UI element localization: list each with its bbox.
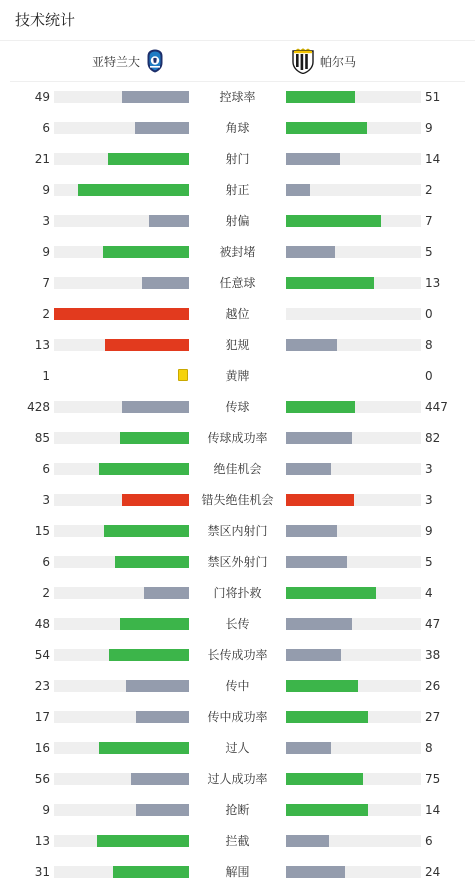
away-bar-track [286,432,421,444]
home-bar-track [54,432,189,444]
away-bar-track [286,773,421,785]
away-value: 26 [425,679,441,693]
away-bar-track [286,215,421,227]
home-bar-track [54,308,189,320]
stat-row [0,609,475,640]
away-value: 5 [425,245,433,259]
away-value: 27 [425,710,441,724]
header-divider [0,40,475,41]
away-bar-track [286,91,421,103]
stat-row [0,733,475,764]
home-bar-fill [105,339,189,351]
stat-row [0,268,475,299]
home-value: 31 [34,865,50,879]
home-value: 13 [34,834,50,848]
parma-logo-icon [292,48,314,74]
away-bar-fill [286,494,354,506]
stat-label: 射偏 [225,214,250,228]
away-bar-fill [286,618,352,630]
home-bar-fill [131,773,189,785]
away-value: 0 [425,369,433,383]
home-bar-fill [97,835,189,847]
home-bar-track [54,339,189,351]
away-value: 13 [425,276,441,290]
home-bar-fill [135,122,189,134]
away-bar-fill [286,91,355,103]
stat-label: 射正 [225,183,250,197]
stat-label: 禁区外射门 [207,555,268,569]
stat-label: 绝佳机会 [213,462,262,476]
yellow-card-icon [178,369,188,381]
away-bar-track [286,308,421,320]
stat-row [0,361,475,392]
stat-row [0,423,475,454]
away-bar-track [286,463,421,475]
home-bar-fill [115,556,189,568]
home-bar-fill [103,246,189,258]
away-bar-fill [286,339,337,351]
away-value: 4 [425,586,433,600]
stat-label: 长传 [225,617,250,631]
away-bar-fill [286,835,329,847]
away-bar-track [286,153,421,165]
home-value: 3 [42,493,50,507]
home-value: 6 [42,555,50,569]
home-value: 21 [34,152,50,166]
stat-label: 长传成功率 [207,648,268,662]
home-bar-track [54,246,189,258]
home-bar-fill [142,277,189,289]
home-bar-track [54,649,189,661]
atalanta-logo-icon [147,49,163,73]
away-bar-track [286,184,421,196]
home-value: 7 [42,276,50,290]
away-value: 0 [425,307,433,321]
home-bar-fill [122,401,190,413]
away-bar-fill [286,153,340,165]
home-bar-fill [99,742,189,754]
home-bar-track [54,742,189,754]
home-bar-fill [113,866,189,878]
away-value: 14 [425,152,441,166]
stat-row [0,206,475,237]
stat-row [0,702,475,733]
away-value: 75 [425,772,441,786]
away-bar-track [286,649,421,661]
home-bar-track [54,773,189,785]
home-bar-fill [99,463,189,475]
home-bar-fill [122,91,190,103]
page-title: 技术统计 [15,11,76,29]
stat-row [0,454,475,485]
stat-row [0,82,475,113]
stat-row [0,516,475,547]
home-value: 23 [34,679,50,693]
home-value: 3 [42,214,50,228]
away-bar-fill [286,804,368,816]
home-bar-fill [136,804,189,816]
home-value: 2 [42,586,50,600]
away-bar-fill [286,277,374,289]
stat-label: 传中成功率 [207,710,268,724]
home-value: 2 [42,307,50,321]
home-bar-track [54,122,189,134]
home-value: 6 [42,121,50,135]
home-bar-track [54,277,189,289]
away-bar-track [286,866,421,878]
away-value: 82 [425,431,441,445]
stat-row [0,237,475,268]
home-bar-track [54,680,189,692]
home-bar-track [54,556,189,568]
home-value: 428 [27,400,50,414]
stat-row [0,485,475,516]
home-bar-track [54,618,189,630]
away-bar-track [286,804,421,816]
home-team-name: 亚特兰大 [91,54,140,69]
home-bar-track [54,463,189,475]
home-bar-track [54,91,189,103]
away-bar-fill [286,866,345,878]
stat-label: 拦截 [225,834,250,848]
stat-row [0,113,475,144]
home-value: 6 [42,462,50,476]
stat-label: 任意球 [219,276,256,290]
stat-label: 控球率 [219,90,256,104]
stat-row [0,330,475,361]
home-value: 17 [34,710,50,724]
stat-row [0,671,475,702]
away-bar-fill [286,649,341,661]
home-value: 54 [34,648,50,662]
stat-row [0,640,475,671]
stat-row [0,826,475,857]
away-bar-fill [286,711,368,723]
away-bar-track [286,494,421,506]
away-value: 47 [425,617,441,631]
away-bar-fill [286,401,355,413]
away-bar-track [286,339,421,351]
away-value: 7 [425,214,433,228]
stat-label: 错失绝佳机会 [201,493,274,507]
stat-label: 传球 [225,400,250,414]
away-value: 8 [425,741,433,755]
away-team-name: 帕尔马 [320,54,357,69]
away-bar-fill [286,525,337,537]
stat-row [0,299,475,330]
stat-label: 过人成功率 [207,772,268,786]
stat-label: 射门 [225,152,250,166]
home-value: 16 [34,741,50,755]
home-bar-fill [144,587,189,599]
home-bar-track [54,215,189,227]
away-bar-fill [286,246,335,258]
away-bar-fill [286,215,381,227]
stat-row [0,578,475,609]
stat-label: 禁区内射门 [207,524,268,538]
stat-label: 传中 [225,679,250,693]
stat-label: 传球成功率 [207,431,268,445]
away-value: 3 [425,462,433,476]
away-bar-fill [286,556,347,568]
away-bar-track [286,401,421,413]
home-bar-track [54,587,189,599]
home-bar-fill [120,618,189,630]
away-value: 3 [425,493,433,507]
home-bar-track [54,401,189,413]
away-bar-track [286,122,421,134]
away-bar-track [286,587,421,599]
home-bar-fill [122,494,190,506]
home-value: 85 [34,431,50,445]
stat-label: 越位 [225,307,250,321]
home-bar-fill [78,184,189,196]
home-value: 13 [34,338,50,352]
home-value: 49 [34,90,50,104]
away-bar-track [286,618,421,630]
stat-row [0,144,475,175]
home-value: 15 [34,524,50,538]
stat-row [0,392,475,423]
home-bar-track [54,525,189,537]
stats-list [0,82,475,888]
away-value: 9 [425,121,433,135]
home-value: 56 [34,772,50,786]
away-value: 9 [425,524,433,538]
away-bar-track [286,835,421,847]
home-bar-fill [109,649,189,661]
stat-row [0,547,475,578]
away-value: 14 [425,803,441,817]
away-value: 6 [425,834,433,848]
stat-label: 门将扑救 [213,586,262,600]
home-bar-track [54,711,189,723]
stat-label: 解围 [225,865,250,879]
away-value: 2 [425,183,433,197]
home-value: 9 [42,803,50,817]
stat-label: 角球 [225,121,250,135]
stat-label: 黄牌 [225,369,250,383]
home-bar-fill [149,215,190,227]
away-team[interactable] [292,48,356,74]
away-value: 5 [425,555,433,569]
away-bar-track [286,277,421,289]
away-bar-fill [286,773,363,785]
away-bar-track [286,742,421,754]
home-team[interactable] [92,50,163,72]
home-bar-track [54,835,189,847]
home-value: 48 [34,617,50,631]
stat-label: 过人 [225,741,250,755]
away-bar-fill [286,432,352,444]
home-bar-track [54,866,189,878]
home-bar-fill [136,711,189,723]
away-bar-track [286,711,421,723]
away-bar-fill [286,184,310,196]
home-bar-fill [108,153,189,165]
away-bar-track [286,556,421,568]
stat-label: 犯规 [225,338,250,352]
away-value: 38 [425,648,441,662]
away-value: 8 [425,338,433,352]
away-bar-track [286,246,421,258]
away-bar-fill [286,742,331,754]
home-bar-fill [104,525,189,537]
away-bar-track [286,525,421,537]
stat-label: 抢断 [225,803,250,817]
away-bar-fill [286,463,331,475]
stat-row [0,175,475,206]
home-bar-track [54,153,189,165]
home-bar-fill [126,680,189,692]
away-value: 51 [425,90,441,104]
stat-label: 被封堵 [219,245,256,259]
home-value: 9 [42,183,50,197]
away-value: 24 [425,865,441,879]
home-bar-track [54,184,189,196]
away-bar-fill [286,122,367,134]
home-bar-fill [54,308,189,320]
away-bar-fill [286,680,358,692]
away-value: 447 [425,400,448,414]
away-bar-track [286,680,421,692]
home-value: 1 [42,369,50,383]
home-bar-track [54,804,189,816]
away-bar-fill [286,587,376,599]
stat-row [0,795,475,826]
home-bar-track [54,494,189,506]
stat-row [0,857,475,888]
stat-row [0,764,475,795]
home-bar-fill [120,432,189,444]
home-value: 9 [42,245,50,259]
